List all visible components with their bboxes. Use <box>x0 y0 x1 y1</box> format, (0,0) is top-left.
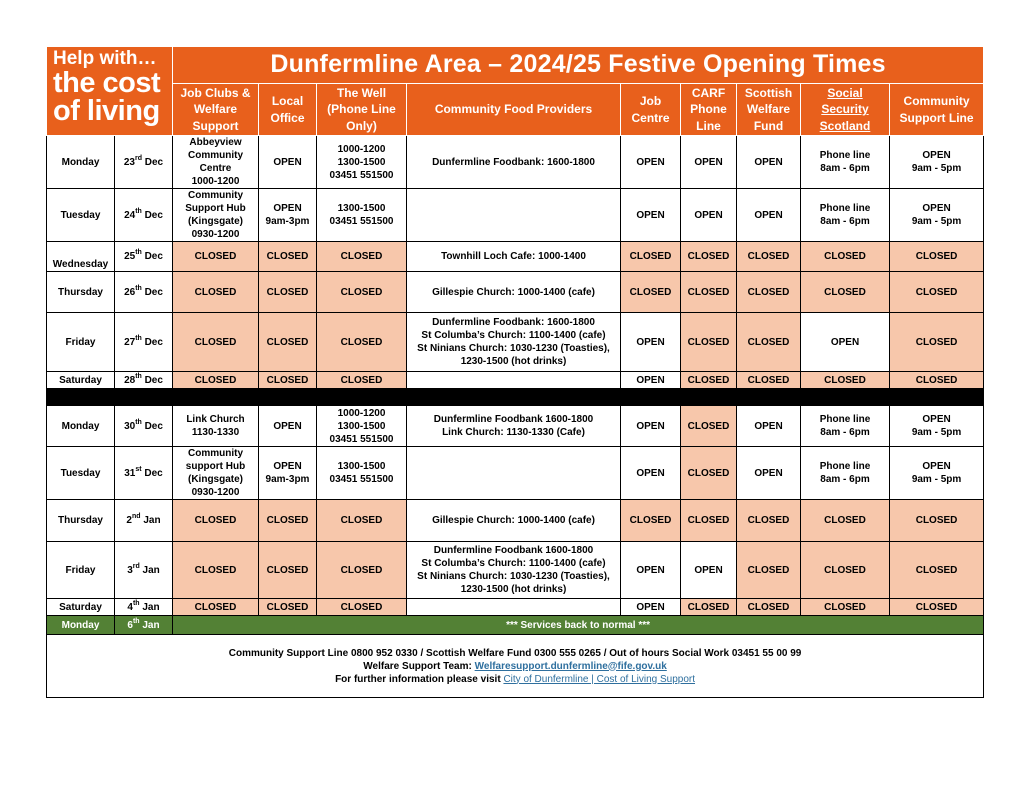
cell-local: CLOSED <box>259 272 317 313</box>
cell-jc: CLOSED <box>621 242 681 272</box>
cell-food <box>407 372 621 389</box>
cell-carf: OPEN <box>681 136 737 189</box>
cell-csl: CLOSED <box>890 242 984 272</box>
row-day: Saturday <box>47 599 115 616</box>
cell-well: CLOSED <box>317 500 407 542</box>
cell-food <box>407 599 621 616</box>
cell-local: CLOSED <box>259 313 317 372</box>
row-day: Wednesday <box>47 242 115 272</box>
logo-line-2: the cost <box>53 66 161 99</box>
cell-job: CLOSED <box>173 272 259 313</box>
cell-carf: CLOSED <box>681 406 737 447</box>
header-social-security-scotland[interactable]: Social Security Scotland <box>801 84 890 136</box>
row-day: Monday <box>47 406 115 447</box>
row-day: Tuesday <box>47 447 115 500</box>
cell-sss: CLOSED <box>801 599 890 616</box>
cell-local: CLOSED <box>259 599 317 616</box>
cell-well: CLOSED <box>317 272 407 313</box>
row-date: 25th Dec <box>115 242 173 272</box>
cell-local: CLOSED <box>259 542 317 599</box>
row-date: 23rd Dec <box>115 136 173 189</box>
cell-well: CLOSED <box>317 542 407 599</box>
cell-local: CLOSED <box>259 242 317 272</box>
schedule-row <box>47 500 984 542</box>
cell-jc: OPEN <box>621 136 681 189</box>
row-date: 4th Jan <box>115 599 173 616</box>
cell-sss: CLOSED <box>801 242 890 272</box>
cell-jc: OPEN <box>621 447 681 500</box>
cell-well: 1300-1500 03451 551500 <box>317 447 407 500</box>
cell-csl: CLOSED <box>890 542 984 599</box>
page-title: Dunfermline Area – 2024/25 Festive Opening Times <box>173 47 984 84</box>
row-day: Tuesday <box>47 189 115 242</box>
cell-jc: OPEN <box>621 372 681 389</box>
footer-row <box>47 635 984 698</box>
cell-jc: OPEN <box>621 406 681 447</box>
row-date: 3rd Jan <box>115 542 173 599</box>
row-day: Thursday <box>47 500 115 542</box>
schedule-row <box>47 542 984 599</box>
cell-jc: OPEN <box>621 599 681 616</box>
row-date: 24th Dec <box>115 189 173 242</box>
schedule-row <box>47 372 984 389</box>
welfare-email-link[interactable]: Welfaresupport.dunfermline@fife.gov.uk <box>474 660 667 672</box>
row-day: Friday <box>47 313 115 372</box>
schedule-row <box>47 136 984 189</box>
row-day: Monday <box>47 136 115 189</box>
row-date: 30th Dec <box>115 406 173 447</box>
cell-food <box>407 189 621 242</box>
cell-swf: CLOSED <box>737 500 801 542</box>
cell-carf: CLOSED <box>681 372 737 389</box>
further-info-label: For further information please visit <box>335 673 504 685</box>
schedule-row <box>47 447 984 500</box>
opening-times-table <box>46 46 984 698</box>
cell-carf: CLOSED <box>681 242 737 272</box>
header-scottish-welfare-fund: Scottish Welfare Fund <box>737 84 801 136</box>
cell-food: Dunfermline Foodbank 1600-1800 Link Church: 1130-1330 (Cafe) <box>407 406 621 447</box>
contact-footer <box>47 635 984 698</box>
cell-csl: OPEN 9am - 5pm <box>890 447 984 500</box>
normal-date: 6th Jan <box>115 616 173 635</box>
row-day: Saturday <box>47 372 115 389</box>
cell-job: Community support Hub (Kingsgate) 0930-1200 <box>173 447 259 500</box>
cell-jc: CLOSED <box>621 500 681 542</box>
cell-food: Dunfermline Foodbank: 1600-1800 St Columba’s Church: 1100-1400 (cafe) St Ninians Church: 1030-1230 (Toasties), 1230-1500 (hot drinks) <box>407 313 621 372</box>
cell-csl: CLOSED <box>890 372 984 389</box>
cell-local: CLOSED <box>259 372 317 389</box>
cell-swf: CLOSED <box>737 313 801 372</box>
services-normal-row <box>47 616 984 635</box>
cell-swf: CLOSED <box>737 372 801 389</box>
cell-jc: CLOSED <box>621 272 681 313</box>
cell-well: CLOSED <box>317 313 407 372</box>
cell-local: OPEN 9am-3pm <box>259 189 317 242</box>
cell-csl: CLOSED <box>890 599 984 616</box>
cell-well: CLOSED <box>317 599 407 616</box>
cell-carf: OPEN <box>681 189 737 242</box>
cell-carf: CLOSED <box>681 599 737 616</box>
help-with-cost-of-living-logo <box>47 47 173 136</box>
cell-sss: CLOSED <box>801 272 890 313</box>
welfare-team-label: Welfare Support Team: <box>363 660 475 672</box>
cell-csl: CLOSED <box>890 272 984 313</box>
cell-sss: Phone line 8am - 6pm <box>801 189 890 242</box>
cell-sss: Phone line 8am - 6pm <box>801 136 890 189</box>
cost-of-living-link[interactable]: City of Dunfermline | Cost of Living Support <box>503 673 696 685</box>
logo-line-3: of living <box>53 95 160 128</box>
header-community-support-line: Community Support Line <box>890 84 984 136</box>
services-back-to-normal: *** Services back to normal *** <box>173 616 984 635</box>
cell-swf: OPEN <box>737 136 801 189</box>
cell-sss: Phone line 8am - 6pm <box>801 406 890 447</box>
header-carf: CARF Phone Line <box>681 84 737 136</box>
cell-job: CLOSED <box>173 500 259 542</box>
cell-csl: OPEN 9am - 5pm <box>890 136 984 189</box>
cell-local: OPEN <box>259 136 317 189</box>
row-day: Thursday <box>47 272 115 313</box>
cell-job: CLOSED <box>173 242 259 272</box>
cell-carf: OPEN <box>681 542 737 599</box>
schedule-row <box>47 242 984 272</box>
cell-food: Gillespie Church: 1000-1400 (cafe) <box>407 500 621 542</box>
row-day: Friday <box>47 542 115 599</box>
cell-carf: CLOSED <box>681 447 737 500</box>
logo-line-1: Help with… <box>53 48 157 69</box>
cell-food: Gillespie Church: 1000-1400 (cafe) <box>407 272 621 313</box>
cell-sss: CLOSED <box>801 372 890 389</box>
cell-job: CLOSED <box>173 599 259 616</box>
cell-job: CLOSED <box>173 372 259 389</box>
cell-carf: CLOSED <box>681 272 737 313</box>
cell-swf: OPEN <box>737 406 801 447</box>
cell-jc: OPEN <box>621 189 681 242</box>
cell-food: Townhill Loch Cafe: 1000-1400 <box>407 242 621 272</box>
cell-job: CLOSED <box>173 542 259 599</box>
cell-local: CLOSED <box>259 500 317 542</box>
row-date: 2nd Jan <box>115 500 173 542</box>
cell-local: OPEN 9am-3pm <box>259 447 317 500</box>
cell-swf: OPEN <box>737 447 801 500</box>
cell-sss: CLOSED <box>801 500 890 542</box>
cell-job: Community Support Hub (Kingsgate) 0930-1200 <box>173 189 259 242</box>
cell-job: Link Church 1130-1330 <box>173 406 259 447</box>
schedule-row <box>47 599 984 616</box>
cell-swf: CLOSED <box>737 542 801 599</box>
cell-sss: CLOSED <box>801 542 890 599</box>
cell-well: 1300-1500 03451 551500 <box>317 189 407 242</box>
cell-csl: OPEN 9am - 5pm <box>890 189 984 242</box>
cell-carf: CLOSED <box>681 313 737 372</box>
header-the-well: The Well (Phone Line Only) <box>317 84 407 136</box>
cell-food: Dunfermline Foodbank: 1600-1800 <box>407 136 621 189</box>
cell-csl: OPEN 9am - 5pm <box>890 406 984 447</box>
cell-sss: OPEN <box>801 313 890 372</box>
schedule-row <box>47 189 984 242</box>
cell-well: CLOSED <box>317 242 407 272</box>
row-date: 27th Dec <box>115 313 173 372</box>
cell-carf: CLOSED <box>681 500 737 542</box>
cell-swf: CLOSED <box>737 599 801 616</box>
cell-food: Dunfermline Foodbank 1600-1800 St Columba’s Church: 1100-1400 (cafe) St Ninians Church: 1030-1230 (Toasties), 1230-1500 (hot drinks) <box>407 542 621 599</box>
cell-well: 1000-1200 1300-1500 03451 551500 <box>317 136 407 189</box>
schedule-row <box>47 406 984 447</box>
header-job-clubs: Job Clubs & Welfare Support <box>173 84 259 136</box>
schedule-row <box>47 313 984 372</box>
cell-well: CLOSED <box>317 372 407 389</box>
header-local-office: Local Office <box>259 84 317 136</box>
row-date: 28th Dec <box>115 372 173 389</box>
normal-day: Monday <box>47 616 115 635</box>
week-separator <box>47 389 984 406</box>
cell-swf: CLOSED <box>737 272 801 313</box>
cell-csl: CLOSED <box>890 500 984 542</box>
cell-jc: OPEN <box>621 313 681 372</box>
cell-csl: CLOSED <box>890 313 984 372</box>
cell-jc: OPEN <box>621 542 681 599</box>
cell-well: 1000-1200 1300-1500 03451 551500 <box>317 406 407 447</box>
cell-local: OPEN <box>259 406 317 447</box>
header-job-centre: Job Centre <box>621 84 681 136</box>
row-date: 26th Dec <box>115 272 173 313</box>
contact-numbers: Community Support Line 0800 952 0330 / Scottish Welfare Fund 0300 555 0265 / Out of hours Social Work 03451 55 00 99 <box>228 647 802 659</box>
cell-job: CLOSED <box>173 313 259 372</box>
cell-swf: OPEN <box>737 189 801 242</box>
cell-food <box>407 447 621 500</box>
header-food-providers: Community Food Providers <box>407 84 621 136</box>
schedule-row <box>47 272 984 313</box>
cell-job: Abbeyview Community Centre 1000-1200 <box>173 136 259 189</box>
cell-sss: Phone line 8am - 6pm <box>801 447 890 500</box>
cell-swf: CLOSED <box>737 242 801 272</box>
row-date: 31st Dec <box>115 447 173 500</box>
